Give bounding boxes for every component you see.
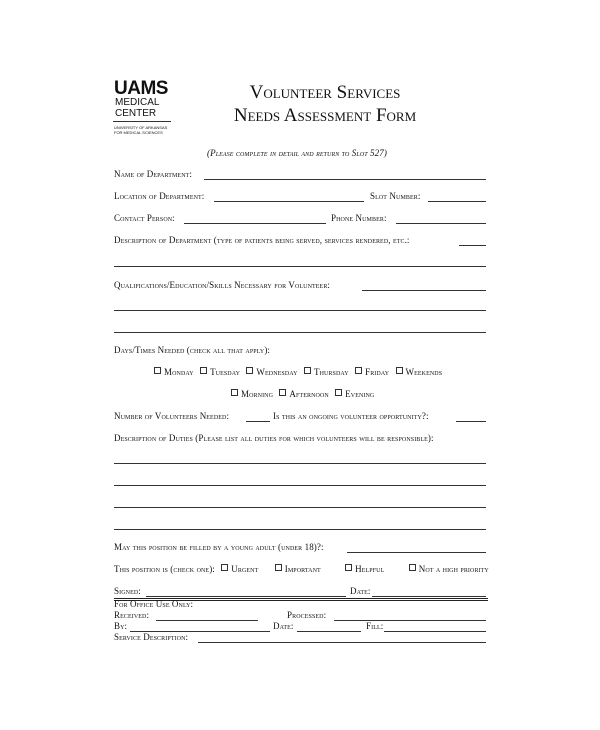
signed-input[interactable] [146, 596, 346, 597]
label-fill: Fill: [366, 621, 384, 631]
checkbox-icon [396, 367, 403, 374]
office-heading: For Office Use Only: [114, 599, 194, 609]
office-date-input[interactable] [297, 631, 361, 632]
checkbox-icon [335, 389, 342, 396]
time-checkbox-afternoon[interactable]: Afternoon [279, 389, 328, 399]
duties-input-2[interactable] [114, 485, 486, 486]
label-office-date: Date: [273, 621, 294, 631]
label-department: Name of Department: [114, 169, 192, 179]
days-row [154, 367, 442, 377]
day-checkbox-thursday[interactable]: Thursday [304, 367, 349, 377]
location-input[interactable] [214, 201, 364, 202]
label-duties: Description of Duties (Please list all duties for which volunteers will be responsible): [114, 433, 434, 443]
instructions: (Please complete in detail and return to Slot 527) [207, 148, 387, 158]
priority-checkbox-urgent[interactable]: Urgent [221, 564, 258, 574]
checkbox-icon [279, 389, 286, 396]
young-adult-input[interactable] [347, 552, 486, 553]
duties-input-3[interactable] [114, 507, 486, 508]
day-checkbox-weekends[interactable]: Weekends [396, 367, 443, 377]
description-input-1[interactable] [459, 245, 486, 246]
label-signed: Signed: [114, 586, 141, 596]
time-checkbox-evening[interactable]: Evening [335, 389, 374, 399]
checkbox-icon [409, 564, 416, 571]
date-input[interactable] [372, 596, 486, 597]
label-num-volunteers: Number of Volunteers Needed: [114, 411, 230, 421]
qualifications-input-1[interactable] [362, 290, 486, 291]
priority-checkbox-helpful[interactable]: Helpful [345, 564, 384, 574]
label-qualifications: Qualifications/Education/Skills Necessary for Volunteer: [114, 280, 331, 290]
checkbox-icon [221, 564, 228, 571]
service-description-input[interactable] [198, 642, 486, 643]
slot-input[interactable] [428, 201, 486, 202]
qualifications-input-2[interactable] [114, 310, 486, 311]
label-contact: Contact Person: [114, 213, 175, 223]
fill-input[interactable] [384, 631, 486, 632]
qualifications-input-3[interactable] [114, 332, 486, 333]
day-checkbox-monday[interactable]: Monday [154, 367, 194, 377]
label-ongoing: Is this an ongoing volunteer opportunity?: [273, 411, 429, 421]
label-service-description: Service Description: [114, 632, 189, 642]
logo-divider [113, 121, 171, 122]
logo-tagline: UNIVERSITY OF ARKANSAS FOR MEDICAL SCIENCES [114, 125, 168, 135]
department-input[interactable] [204, 179, 486, 180]
label-by: By: [114, 621, 128, 631]
checkbox-icon [304, 367, 311, 374]
form-title-line2: Needs Assessment Form [233, 105, 417, 126]
label-position-is: This position is (check one): [114, 564, 215, 574]
checkbox-icon [154, 367, 161, 374]
label-days-times: Days/Times Needed (check all that apply): [114, 345, 271, 355]
day-checkbox-friday[interactable]: Friday [355, 367, 389, 377]
day-checkbox-wednesday[interactable]: Wednesday [246, 367, 297, 377]
description-input-2[interactable] [114, 266, 486, 267]
label-processed: Processed: [287, 610, 327, 620]
duties-input-4[interactable] [114, 529, 486, 530]
phone-input[interactable] [396, 223, 486, 224]
checkbox-icon [246, 367, 253, 374]
contact-input[interactable] [184, 223, 326, 224]
label-young-adult: May this position be filled by a young adult (under 18)?: [114, 542, 324, 552]
label-slot: Slot Number: [370, 191, 421, 201]
checkbox-icon [345, 564, 352, 571]
checkbox-icon [355, 367, 362, 374]
day-checkbox-tuesday[interactable]: Tuesday [200, 367, 240, 377]
ongoing-input[interactable] [456, 421, 486, 422]
logo-uams: UAMS [114, 78, 168, 99]
duties-input-1[interactable] [114, 463, 486, 464]
priority-checkbox-important[interactable]: Important [275, 564, 321, 574]
logo-medical: MEDICAL [115, 97, 160, 108]
label-phone: Phone Number: [331, 213, 387, 223]
num-volunteers-input[interactable] [246, 421, 270, 422]
received-input[interactable] [156, 620, 258, 621]
form-title-line1: Volunteer Services [249, 82, 401, 103]
label-description: Description of Department (type of patients being served, services rendered, etc.: [114, 235, 410, 245]
time-checkbox-morning[interactable]: Morning [231, 389, 273, 399]
label-location: Location of Department: [114, 191, 205, 201]
priority-checkbox-not-high[interactable]: Not a high priority [409, 564, 489, 574]
logo-center: CENTER [115, 108, 157, 119]
processed-input[interactable] [334, 620, 486, 621]
label-date: Date: [350, 586, 371, 596]
priority-row [114, 564, 489, 574]
checkbox-icon [231, 389, 238, 396]
times-row [231, 389, 374, 399]
label-received: Received: [114, 610, 150, 620]
checkbox-icon [200, 367, 207, 374]
checkbox-icon [275, 564, 282, 571]
